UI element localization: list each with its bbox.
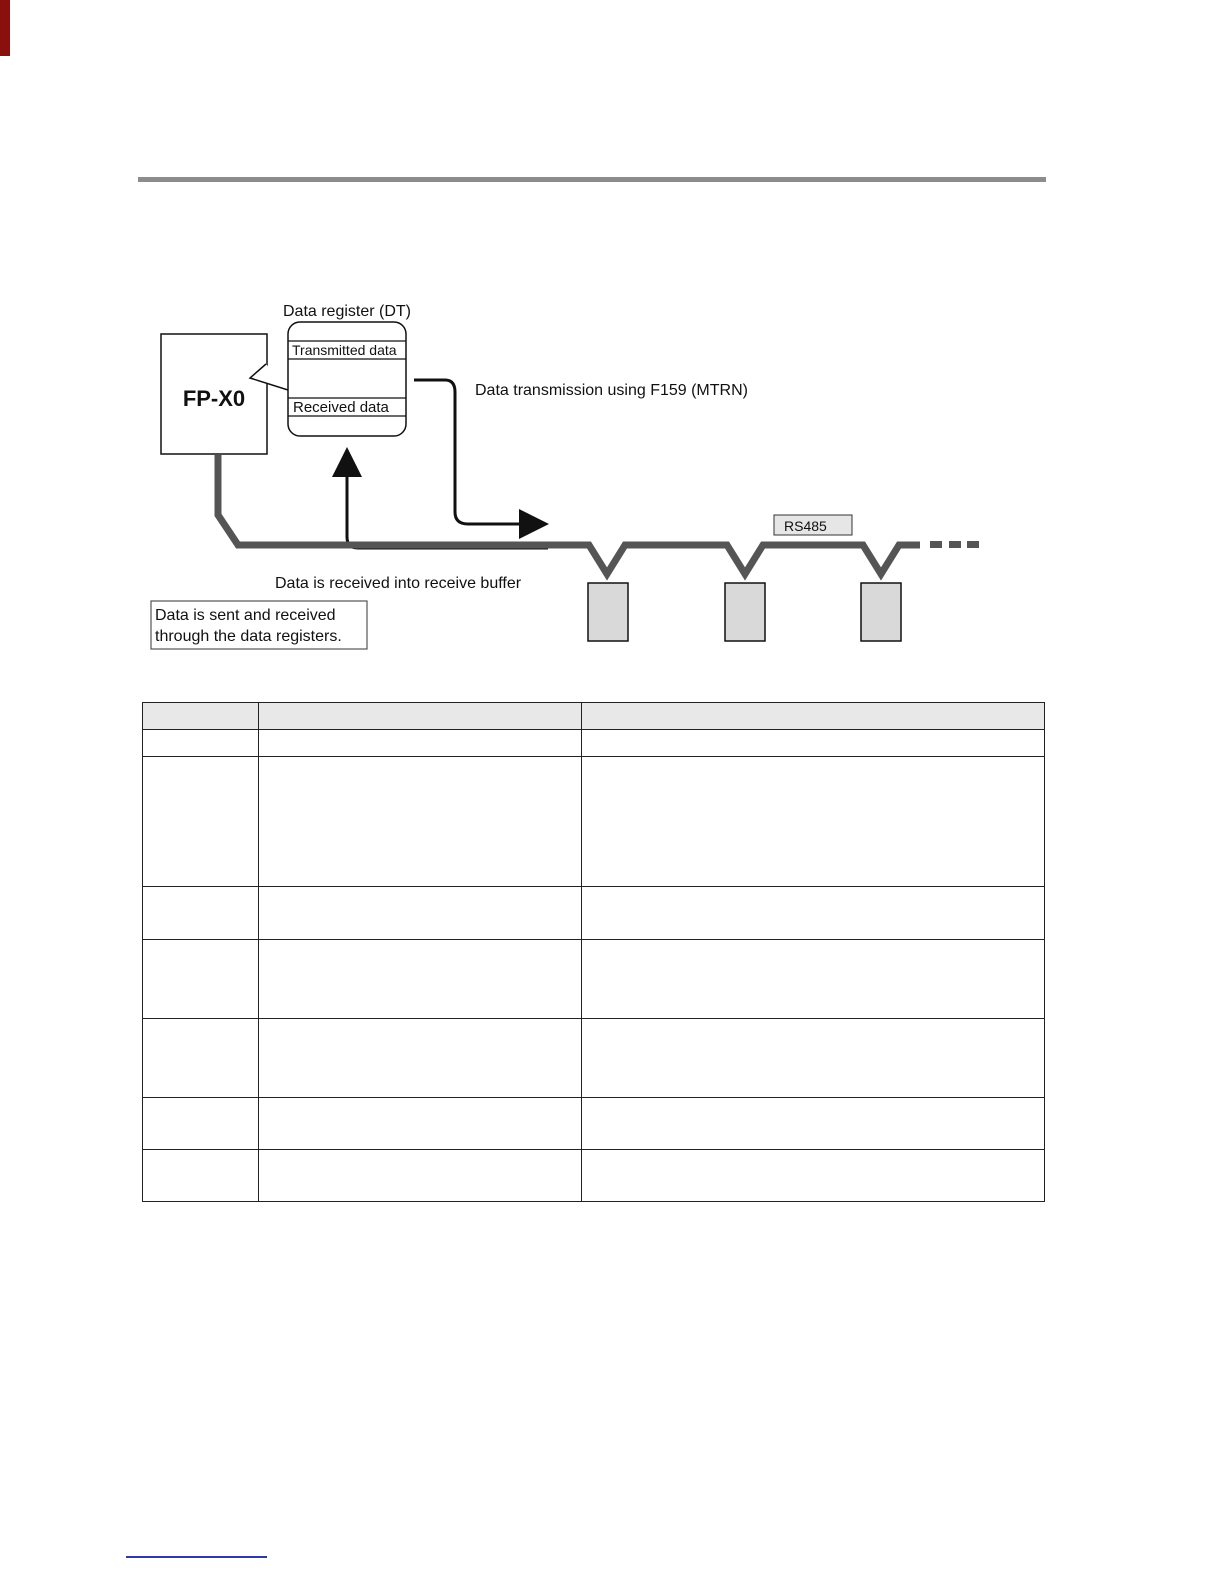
table-row	[143, 940, 1045, 1019]
note-line-2: through the data registers.	[155, 628, 342, 645]
received-data-label: Received data	[293, 399, 389, 416]
table-cell	[143, 887, 259, 940]
table-cell	[582, 757, 1045, 887]
slave-device	[861, 583, 901, 641]
footer-link-underline[interactable]	[126, 1556, 267, 1558]
slave-device	[725, 583, 765, 641]
table-row	[143, 757, 1045, 887]
table-cell	[582, 730, 1045, 757]
table-row	[143, 1150, 1045, 1202]
table-cell	[582, 1019, 1045, 1098]
receive-label: Data is received into receive buffer	[275, 575, 522, 592]
table-cell	[259, 1098, 582, 1150]
transmission-arrow	[414, 380, 546, 524]
table-cell	[582, 940, 1045, 1019]
transmitted-data-label: Transmitted data	[292, 342, 397, 358]
table-cell	[143, 757, 259, 887]
table-cell	[259, 730, 582, 757]
communication-diagram	[0, 0, 1224, 700]
data-register-label: Data register (DT)	[282, 303, 412, 320]
bus-continue-dot	[949, 541, 961, 548]
table-row	[143, 887, 1045, 940]
note-line-1: Data is sent and received	[155, 607, 336, 624]
table-cell	[143, 940, 259, 1019]
transmission-label: Data transmission using F159 (MTRN)	[475, 382, 748, 399]
plc-label: FP-X0	[182, 386, 246, 411]
table-cell	[259, 1150, 582, 1202]
table-row	[143, 1098, 1045, 1150]
table-header-cell	[582, 703, 1045, 730]
slave-device	[588, 583, 628, 641]
table-row	[143, 1019, 1045, 1098]
table-cell	[582, 887, 1045, 940]
receive-arrow	[347, 450, 548, 548]
table-cell	[259, 757, 582, 887]
table-cell	[143, 1098, 259, 1150]
table-cell	[143, 1019, 259, 1098]
data-register-box	[288, 322, 406, 436]
table-cell	[582, 1098, 1045, 1150]
rs485-label: RS485	[784, 518, 827, 534]
bus-continue-dot	[930, 541, 942, 548]
table-header-row	[143, 703, 1045, 730]
table-cell	[259, 1019, 582, 1098]
table-row	[143, 730, 1045, 757]
table-cell	[582, 1150, 1045, 1202]
table-header-cell	[143, 703, 259, 730]
table-header-cell	[259, 703, 582, 730]
table-cell	[143, 730, 259, 757]
specification-table	[142, 702, 1045, 1202]
bus-continue-dot	[967, 541, 979, 548]
table-cell	[143, 1150, 259, 1202]
table-cell	[259, 940, 582, 1019]
table-cell	[259, 887, 582, 940]
